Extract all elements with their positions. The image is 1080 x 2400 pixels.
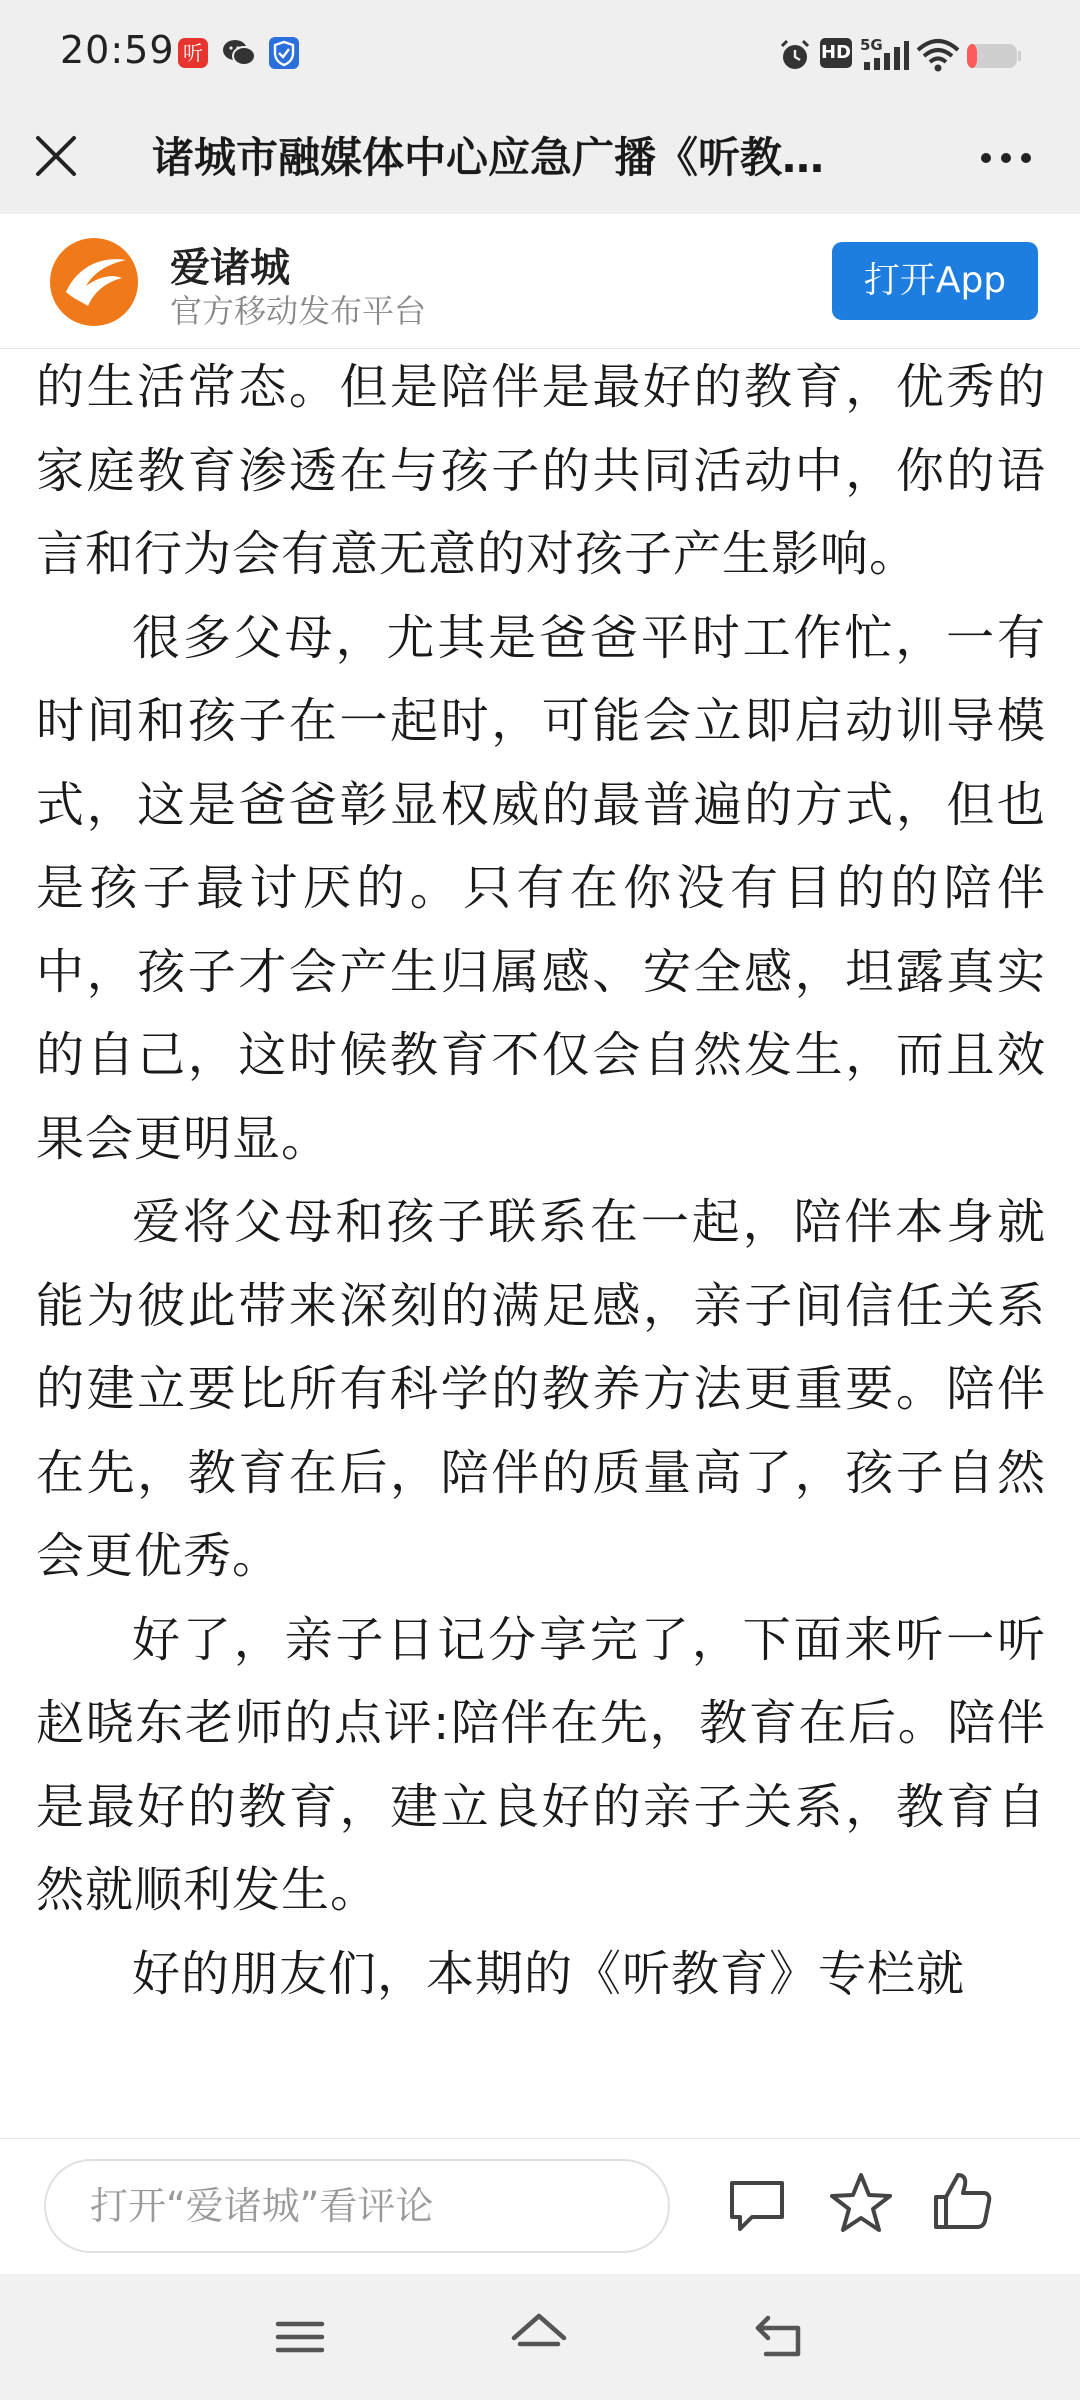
shield-icon [268,36,300,70]
app-slogan: 官方移动发布平台 [170,292,427,330]
like-icon[interactable] [930,2169,994,2233]
comment-bar [0,2138,1080,2275]
listen-app-icon: 听 [178,38,208,68]
svg-text:5G: 5G [860,36,883,54]
system-nav-bar [0,2274,1080,2400]
article-paragraph: 很多父母，尤其是爸爸平时工作忙，一有时间和孩子在一起时，可能会立即启动训导模式，这是爸爸彰显权威的最普遍的方式，但也是孩子最讨厌的。只有在你没有目的的陪伴中，孩子才会产生归属感、安全感，坦露真实的自己，这时候教育不仅会自然发生，而且效果会更明显。 [36,609,1046,1167]
open-app-button[interactable]: 打开App [832,242,1038,320]
article-paragraph: 好的朋友们，本期的《听教育》专栏就 [132,1945,966,2002]
comment-input[interactable] [44,2159,670,2253]
back-icon[interactable] [750,2308,810,2364]
article-fade-overlay [0,2040,1080,2140]
comment-placeholder: 打开“爱诸城”看评论 [90,2184,434,2228]
title-bar [0,108,1080,214]
more-icon[interactable] [976,130,1036,186]
article-paragraph: 爱将父母和孩子联系在一起，陪伴本身就能为彼此带来深刻的满足感，亲子间信任关系的建立要比所有科学的教养方法更重要。陪伴在先，教育在后，陪伴的质量高了，孩子自然会更优秀。 [36,1194,1046,1584]
article-paragraph: 的生活常态。但是陪伴是最好的教育，优秀的家庭教育渗透在与孩子的共同活动中，你的语言和行为会有意无意的对孩子产生影响。 [36,359,1046,582]
wifi-icon [916,38,960,72]
article-paragraph: 好了，亲子日记分享完了，下面来听一听赵晓东老师的点评:陪伴在先，教育在后。陪伴是最好的教育，建立良好的亲子关系，教育自然就顺利发生。 [36,1611,1046,1918]
comment-icon[interactable] [726,2175,788,2235]
app-logo [48,236,140,328]
menu-icon[interactable] [270,2312,330,2362]
page-title: 诸城市融媒体中心应急广播《听教… [152,133,825,182]
hd-icon: HD [820,38,852,68]
battery-icon [966,42,1022,70]
article-body [36,348,1046,2138]
close-icon[interactable] [28,128,84,184]
wechat-icon [222,38,256,68]
status-bar [0,0,1080,108]
status-time: 20:59 [60,28,175,72]
star-icon[interactable] [828,2171,894,2235]
alarm-icon [778,38,812,72]
app-download-banner [0,214,1080,349]
5g-signal-icon [860,36,910,72]
home-icon[interactable] [506,2308,572,2364]
app-name: 爱诸城 [170,245,290,291]
